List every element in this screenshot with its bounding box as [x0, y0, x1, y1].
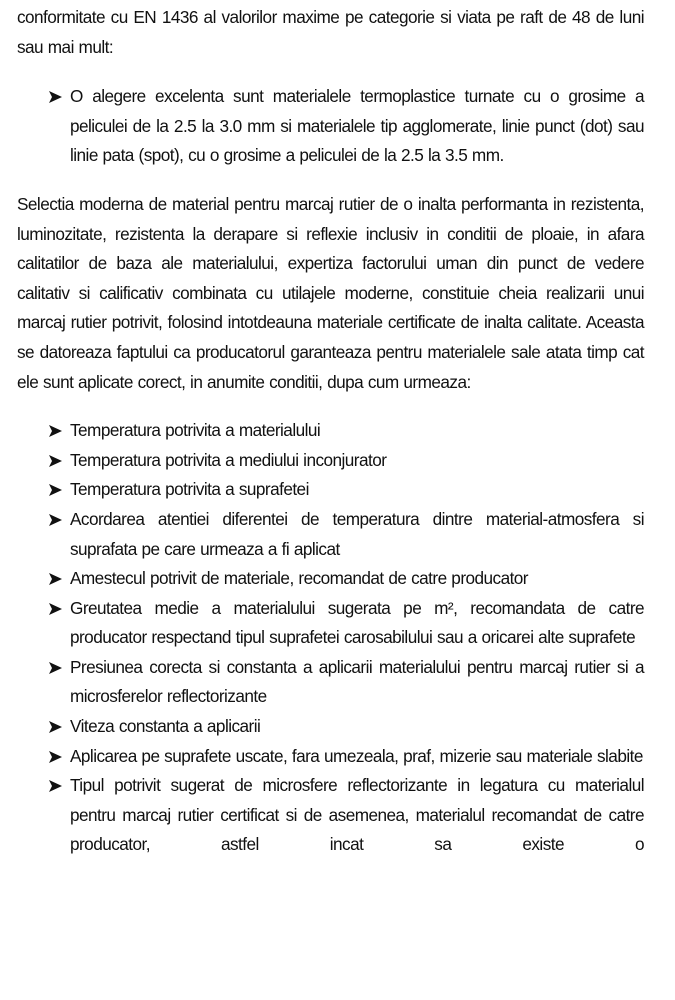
intro-paragraph: conformitate cu EN 1436 al valorilor maxime pe categorie si viata pe raft de 48 de luni sau mai mult: [17, 7, 644, 57]
list-item [17, 82, 644, 171]
list-item-text: Presiunea corecta si constanta a aplicarii materialului pentru marcaj rutier si a microsferelor reflectorizante [70, 656, 644, 707]
list-item-text: Aplicarea pe suprafete uscate, fara umezeala, praf, mizerie sau materiale slabite [70, 745, 643, 766]
list-item-text: Acordarea atentiei diferentei de temperatura dintre material-atmosfera si suprafata pe care urmeaza a fi aplicat [70, 508, 644, 559]
document-page [17, 3, 644, 860]
list-item [17, 505, 644, 564]
list-item [17, 416, 644, 446]
list-item-text: Temperatura potrivita a mediului inconjurator [70, 449, 387, 470]
conditions-list [17, 416, 644, 860]
list-item-text: O alegere excelenta sunt materialele termoplastice turnate cu o grosime a peliculei de la 2.5 la 3.0 mm si materialele tip agglomerate, linie punct (dot) sau linie pata (spot), cu o grosime a peliculei de la 2.5 la 3.5 mm. [70, 86, 644, 166]
list-item [17, 446, 644, 476]
list-item-text: Greutatea medie a materialului sugerata pe m², recomandata de catre producator respectand tipul suprafetei carosabilului sau a oricarei alte suprafete [70, 597, 644, 648]
list-item [17, 712, 644, 742]
list-item [17, 594, 644, 653]
list-item [17, 653, 644, 712]
list-item-text: Tipul potrivit sugerat de microsfere reflectorizante in legatura cu materialul pentru marcaj rutier certificat si de asemenea, materialul recomandat de catre producator, astfel incat sa existe o [70, 775, 644, 855]
list-item [17, 564, 644, 594]
list-item-text: Amestecul potrivit de materiale, recomandat de catre producator [70, 568, 528, 589]
list-item-text: Viteza constanta a aplicarii [70, 716, 261, 737]
list-item [17, 475, 644, 505]
list-item-text: Temperatura potrivita a materialului [70, 420, 321, 441]
list-item-text: Temperatura potrivita a suprafetei [70, 479, 309, 500]
list-item [17, 771, 644, 860]
list-item [17, 742, 644, 772]
materials-list [17, 82, 644, 171]
main-paragraph: Selectia moderna de material pentru marcaj rutier de o inalta performanta in rezistenta, luminozitate, rezistenta la derapare si reflexie inclusiv in conditii de ploaie, in afara calitatilor de baza ale materialului, expertiza factorului uman din punct de vedere calitativ si calificativ combinata cu utilajele moderne, constituie cheia realizarii unui marcaj rutier potrivit, folosind intotdeauna materiale certificate de inalta calitate. Aceasta se datoreaza faptului ca producatorul garanteaza pentru materialele sale atata timp cat ele sunt aplicate corect, in anumite conditii, dupa cum urmeaza: [17, 193, 644, 392]
